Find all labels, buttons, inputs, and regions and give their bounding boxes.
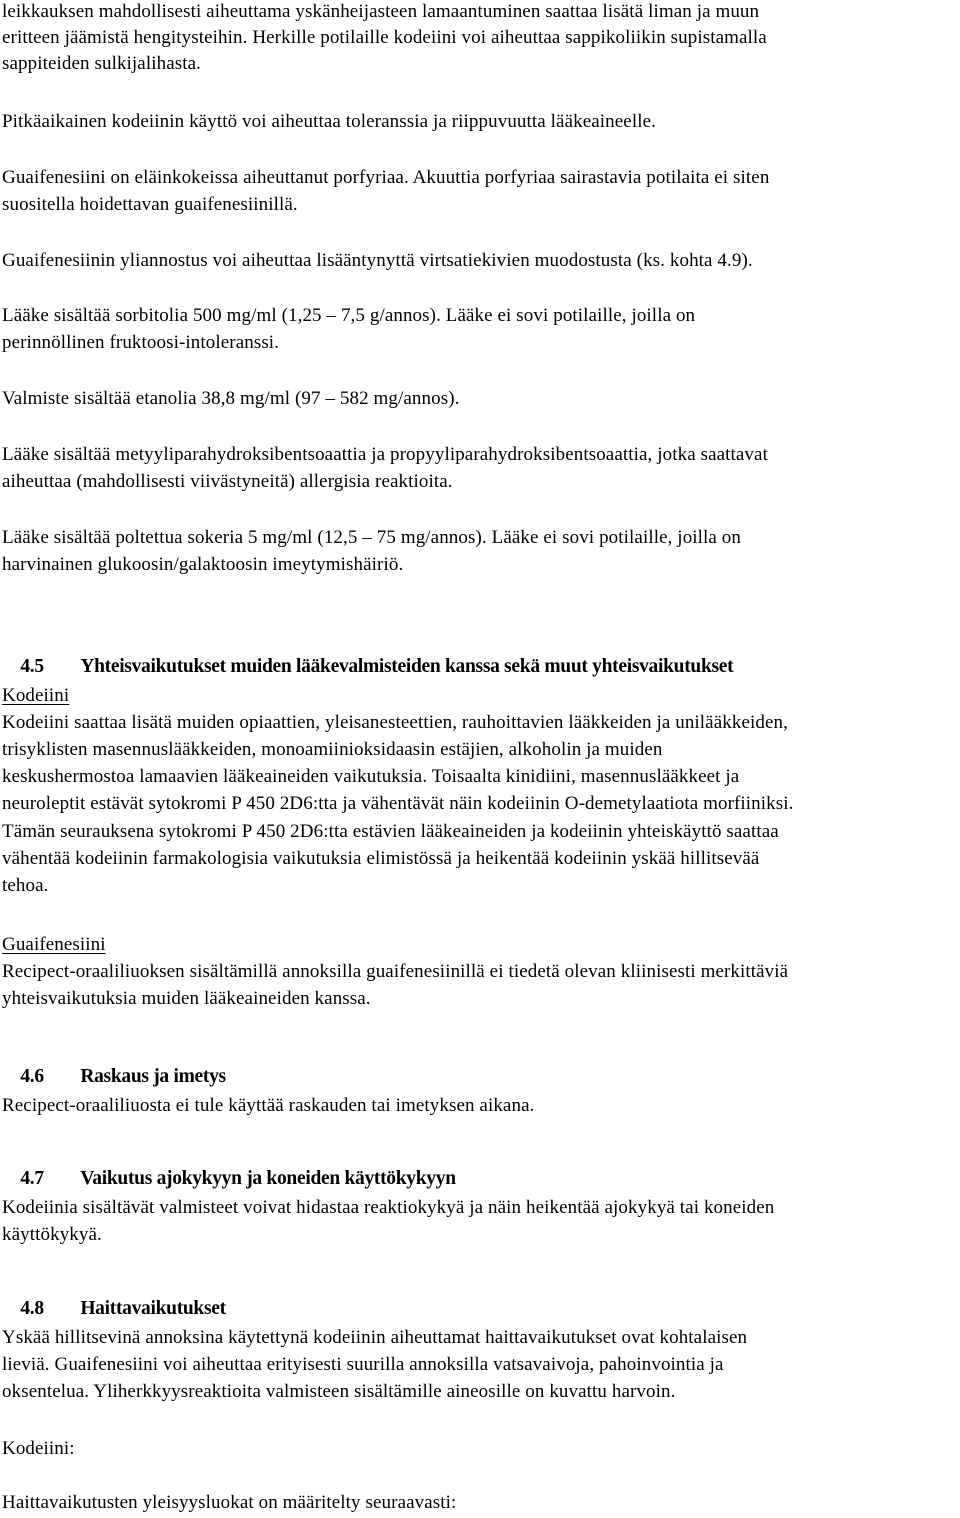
text-line: lieviä. Guaifenesiini voi aiheuttaa erityisesti suurilla annoksilla vatsavaivoja, pahoinvointia ja [2,1354,724,1375]
text-line: Kodeiini saattaa lisätä muiden opiaattien, yleisanesteettien, rauhoittavien lääkkeiden ja unilääkkeiden, [2,712,788,733]
section-heading-4-5 [2,631,733,703]
text-line: Haittavaikutusten yleisyysluokat on määritelty seuraavasti: [2,1492,457,1513]
subheading-kodeiini: Kodeiini [2,685,70,706]
section-number: 4.8 [20,1298,44,1319]
text-line: käyttökykyä. [2,1224,102,1245]
text-line: Lääke sisältää poltettua sokeria 5 mg/ml (12,5 – 75 mg/annos). Lääke ei sovi potilaille, joilla on [2,527,742,548]
text-line: yhteisvaikutuksia muiden lääkeaineiden kanssa. [2,988,371,1009]
text-line: suositella hoidettavan guaifenesiinillä. [2,194,298,215]
text-line: Recipect-oraaliliuosta ei tule käyttää raskauden tai imetyksen aikana. [2,1095,535,1116]
section-number: 4.7 [20,1168,44,1189]
text-line: perinnöllinen fruktoosi-intoleranssi. [2,332,280,353]
text-line: leikkauksen mahdollisesti aiheuttama yskänheijasteen lamaantuminen saattaa lisätä liman ja muun [2,1,760,22]
text-line: Guaifenesiini on eläinkokeissa aiheuttanut porfyriaa. Akuuttia porfyriaa sairastavia potilaita ei siten [2,167,770,188]
text-line: sappiteiden sulkijalihasta. [2,53,201,74]
section-title: Vaikutus ajokykyyn ja koneiden käyttökykyyn [80,1168,456,1189]
text-line: Yskää hillitsevinä annoksina käytettynä kodeiinin aiheuttamat haittavaikutukset ovat kohtalaisen [2,1327,748,1348]
text-line: Guaifenesiinin yliannostus voi aiheuttaa lisääntynyttä virtsatiekivien muodostusta (ks. kohta 4.9). [2,250,753,271]
text-line: neuroleptit estävät sytokromi P 450 2D6:tta ja vähentävät näin kodeiinin O-demetylaatiota morfiiniksi. [2,793,794,814]
text-line: oksentelua. Yliherkkyysreaktioita valmisteen sisältämille aineosille on kuvattu harvoin. [2,1381,676,1402]
text-line: harvinainen glukoosin/galaktoosin imeytymishäiriö. [2,554,404,575]
section-title: Yhteisvaikutukset muiden lääkevalmisteiden kanssa sekä muut yhteisvaikutukset [80,656,734,677]
text-line: Kodeiinia sisältävät valmisteet voivat hidastaa reaktiokykyä ja näin heikentää ajokykyä tai koneiden [2,1197,775,1218]
text-line: tehoa. [2,875,49,896]
text-line: keskushermostoa lamaavien lääkeaineiden vaikutuksia. Toisaalta kinidiini, masennuslääkkeet ja [2,766,740,787]
text-line: Lääke sisältää sorbitolia 500 mg/ml (1,25 – 7,5 g/annos). Lääke ei sovi potilaille, joilla on [2,305,696,326]
text-line: Recipect-oraaliliuoksen sisältämillä annoksilla guaifenesiinillä ei tiedetä olevan kliinisesti merkittäviä [2,961,789,982]
section-number: 4.6 [20,1066,44,1087]
text-line: trisyklisten masennuslääkkeiden, monoamiinioksidaasin estäjien, alkoholin ja muiden [2,739,663,760]
subheading-guaifenesiini: Guaifenesiini [2,934,106,955]
section-title: Haittavaikutukset [80,1298,226,1319]
text-line: aiheuttaa (mahdollisesti viivästyneitä) allergisia reaktioita. [2,471,453,492]
text-line: Pitkäaikainen kodeiinin käyttö voi aiheuttaa toleranssia ja riippuvuutta lääkeaineelle. [2,111,656,132]
text-line: Tämän seurauksena sytokromi P 450 2D6:tta estävien lääkeaineiden ja kodeiinin yhteiskäyttö saattaa [2,821,779,842]
text-line: Valmiste sisältää etanolia 38,8 mg/ml (97 – 582 mg/annos). [2,388,460,409]
section-number: 4.5 [20,656,44,677]
section-title: Raskaus ja imetys [80,1066,226,1087]
text-line: vähentää kodeiinin farmakologisia vaikutuksia elimistössä ja heikentää kodeiinin yskää hillitsevää [2,848,760,869]
text-line: eritteen jäämistä hengitysteihin. Herkille potilaille kodeiini voi aiheuttaa sappikoliikin supistamalla [2,27,767,48]
subheading-kodeiini-2: Kodeiini: [2,1438,75,1459]
text-line: Lääke sisältää metyyliparahydroksibentsoaattia ja propyyliparahydroksibentsoaattia, jotka saattavat [2,444,768,465]
